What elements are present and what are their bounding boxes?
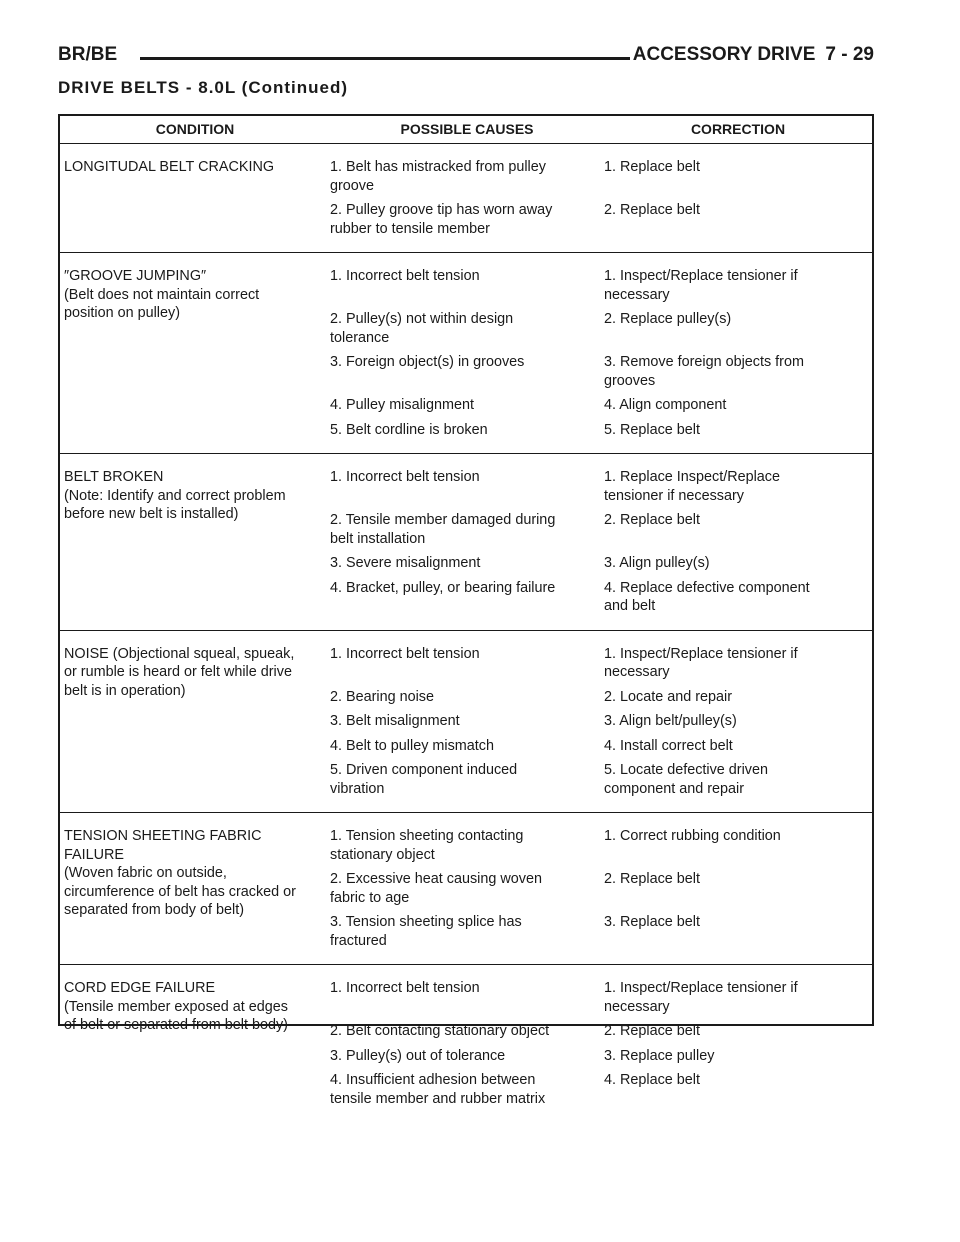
cause-correction-row (330, 645, 872, 682)
correction-cell (604, 579, 872, 616)
condition-text: (Tensile member exposed at edges (64, 998, 288, 1015)
cause-cell (330, 1047, 604, 1066)
cause-text: 1. Tension sheeting contacting (330, 828, 524, 844)
correction-text: 2. Replace belt (604, 202, 700, 218)
cause-text: fabric to age (330, 889, 410, 906)
cause-cell (330, 1022, 604, 1041)
page-title: DRIVE BELTS - 8.0L (Continued) (58, 78, 349, 97)
cause-cell (330, 396, 604, 415)
condition-text: TENSION SHEETING FABRIC (64, 828, 262, 844)
condition-text: CORD EDGE FAILURE (64, 980, 216, 996)
cause-text: 3. Severe misalignment (330, 555, 481, 571)
cause-correction-row (330, 353, 872, 390)
cause-text: vibration (330, 780, 385, 797)
cause-text: 5. Belt cordline is broken (330, 421, 488, 438)
correction-text: 3. Replace belt (604, 914, 700, 930)
condition-group (60, 964, 872, 1122)
cause-text: 2. Excessive heat causing woven (330, 871, 542, 887)
cause-cell (330, 201, 604, 238)
correction-text: 2. Replace pulley(s) (604, 311, 732, 327)
correction-text: and belt (604, 598, 656, 614)
header-model: BR/BE (58, 44, 118, 65)
correction-cell (604, 645, 872, 682)
condition-text: or rumble is heard or felt while drive (64, 664, 292, 680)
correction-text: tensioner if necessary (604, 487, 744, 504)
cause-text: 4. Bracket, pulley, or bearing failure (330, 579, 556, 596)
cause-correction-row (330, 979, 872, 1016)
correction-cell (604, 310, 872, 347)
cause-text: 1. Incorrect belt tension (330, 268, 480, 284)
correction-text: component and repair (604, 780, 744, 797)
cause-correction-row (330, 267, 872, 304)
cause-cell (330, 554, 604, 573)
condition-text: BELT BROKEN (64, 469, 164, 485)
column-header-correction: CORRECTION (690, 121, 786, 138)
correction-text: 4. Replace belt (604, 1072, 700, 1088)
condition-group (60, 143, 872, 252)
cause-text: tensile member and rubber matrix (330, 1090, 546, 1107)
cause-text: 2. Belt contacting stationary object (330, 1023, 550, 1039)
cause-text: 1. Incorrect belt tension (330, 469, 480, 485)
cause-text: 2. Bearing noise (330, 688, 435, 705)
column-header-causes: POSSIBLE CAUSES (400, 121, 534, 138)
correction-text: 4. Install correct belt (604, 737, 733, 754)
cause-text: 4. Belt to pulley mismatch (330, 737, 494, 754)
correction-cell (604, 761, 872, 798)
cause-cell (330, 712, 604, 731)
cause-correction-row (330, 712, 872, 731)
condition-text: (Woven fabric on outside, (64, 865, 227, 881)
condition-group (60, 812, 872, 964)
correction-text: 2. Replace belt (604, 512, 700, 528)
correction-text: necessary (604, 998, 670, 1015)
cause-text: 2. Pulley groove tip has worn away (330, 202, 553, 218)
cause-text: 1. Belt has mistracked from pulley (330, 159, 546, 175)
cause-text: 3. Foreign object(s) in grooves (330, 354, 525, 370)
correction-text: 3. Align pulley(s) (604, 555, 710, 571)
cause-correction-row (330, 554, 872, 573)
correction-cell (604, 1071, 872, 1108)
cause-text: 4. Pulley misalignment (330, 397, 474, 413)
cause-correction-row (330, 511, 872, 548)
condition-group (60, 252, 872, 453)
cause-text: stationary object (330, 846, 435, 863)
cause-text: rubber to tensile member (330, 220, 490, 237)
correction-text: 1. Replace Inspect/Replace (604, 469, 780, 485)
correction-text: 3. Remove foreign objects from (604, 354, 804, 370)
cause-correction-row (330, 421, 872, 440)
cause-correction-row (330, 737, 872, 756)
table-header-row (60, 116, 872, 143)
correction-text: necessary (604, 664, 670, 680)
condition-text: separated from body of belt) (64, 902, 244, 918)
correction-text: necessary (604, 286, 670, 303)
cause-cell (330, 267, 604, 304)
cause-correction-row (330, 1047, 872, 1066)
cause-text: tolerance (330, 329, 390, 346)
cause-correction-row (330, 761, 872, 798)
correction-text: 1. Inspect/Replace tensioner if (604, 980, 798, 996)
cause-text: 1. Incorrect belt tension (330, 645, 480, 662)
cause-cell (330, 1071, 604, 1108)
cause-correction-row (330, 310, 872, 347)
cause-cell (330, 645, 604, 682)
cause-correction-row (330, 579, 872, 616)
cause-correction-row (330, 688, 872, 707)
condition-text: belt is in operation) (64, 682, 186, 699)
correction-cell (604, 353, 872, 390)
correction-cell (604, 511, 872, 548)
cause-cell (330, 310, 604, 347)
cause-cell (330, 511, 604, 548)
cause-cell (330, 979, 604, 1016)
cause-correction-row (330, 201, 872, 238)
cause-correction-row (330, 913, 872, 950)
cause-text: groove (330, 177, 375, 194)
correction-text: 4. Replace defective component (604, 579, 810, 596)
cause-text: 2. Tensile member damaged during (330, 512, 556, 528)
cause-cell (330, 761, 604, 798)
column-header-condition: CONDITION (155, 121, 235, 138)
correction-text: grooves (604, 372, 656, 389)
correction-cell (604, 554, 872, 573)
condition-text: of belt or separated from belt body) (64, 1017, 288, 1033)
correction-cell (604, 737, 872, 756)
cause-cell (330, 579, 604, 616)
cause-text: 3. Pulley(s) out of tolerance (330, 1047, 506, 1064)
condition-cell (60, 645, 330, 805)
cause-cell (330, 421, 604, 440)
diagnosis-table (58, 114, 874, 1107)
cause-correction-row (330, 827, 872, 864)
cause-text: 2. Pulley(s) not within design (330, 311, 514, 327)
cause-text: belt installation (330, 530, 426, 547)
cause-text: fractured (330, 932, 387, 949)
condition-group (60, 630, 872, 813)
cause-correction-row (330, 1071, 872, 1108)
correction-text: 1. Replace belt (604, 159, 700, 175)
correction-cell (604, 1047, 872, 1066)
correction-cell (604, 201, 872, 238)
correction-cell (604, 688, 872, 707)
header-right (633, 44, 874, 66)
condition-text: ″GROOVE JUMPING″ (64, 268, 207, 284)
correction-cell (604, 913, 872, 950)
condition-cell (60, 267, 330, 445)
correction-cell (604, 979, 872, 1016)
cause-correction-row (330, 870, 872, 907)
header-page-number: 7 - 29 (825, 44, 874, 65)
condition-text: FAILURE (64, 846, 124, 863)
condition-cell (60, 158, 330, 244)
correction-cell (604, 158, 872, 195)
condition-text: circumference of belt has cracked or (64, 883, 296, 900)
correction-text: 2. Replace belt (604, 871, 700, 887)
condition-text: (Belt does not maintain correct (64, 286, 260, 303)
correction-cell (604, 827, 872, 864)
condition-text: LONGITUDAL BELT CRACKING (64, 159, 275, 175)
header-rule (140, 57, 630, 60)
correction-text: 5. Replace belt (604, 421, 700, 438)
correction-text: 2. Locate and repair (604, 688, 733, 705)
condition-group (60, 453, 872, 630)
cause-text: 4. Insufficient adhesion between (330, 1072, 536, 1088)
correction-text: 1. Correct rubbing condition (604, 828, 781, 844)
cause-correction-row (330, 158, 872, 195)
cause-cell (330, 353, 604, 390)
condition-text: position on pulley) (64, 305, 180, 321)
cause-cell (330, 737, 604, 756)
condition-cell (60, 827, 330, 956)
header-section: ACCESSORY DRIVE (632, 44, 816, 65)
correction-cell (604, 396, 872, 415)
condition-text: before new belt is installed) (64, 506, 239, 522)
cause-correction-row (330, 396, 872, 415)
cause-correction-row (330, 1022, 872, 1041)
correction-cell (604, 870, 872, 907)
table-body (60, 143, 872, 1122)
cause-text: 5. Driven component induced (330, 762, 518, 778)
correction-text: 1. Inspect/Replace tensioner if (604, 645, 798, 662)
cause-cell (330, 870, 604, 907)
correction-cell (604, 1022, 872, 1041)
cause-cell (330, 913, 604, 950)
correction-cell (604, 267, 872, 304)
cause-cell (330, 827, 604, 864)
condition-cell (60, 468, 330, 622)
condition-text: (Note: Identify and correct problem (64, 487, 286, 504)
correction-text: 2. Replace belt (604, 1023, 700, 1039)
correction-cell (604, 468, 872, 505)
correction-text: 5. Locate defective driven (604, 762, 768, 778)
correction-text: 1. Inspect/Replace tensioner if (604, 268, 798, 284)
correction-cell (604, 712, 872, 731)
condition-text: NOISE (Objectional squeal, spueak, (64, 645, 295, 662)
cause-text: 3. Belt misalignment (330, 713, 460, 729)
condition-cell (60, 979, 330, 1114)
cause-correction-row (330, 468, 872, 505)
cause-cell (330, 688, 604, 707)
cause-text: 3. Tension sheeting splice has (330, 914, 522, 930)
correction-text: 3. Replace pulley (604, 1047, 715, 1064)
correction-cell (604, 421, 872, 440)
correction-text: 3. Align belt/pulley(s) (604, 713, 737, 729)
cause-cell (330, 468, 604, 505)
cause-cell (330, 158, 604, 195)
correction-text: 4. Align component (604, 397, 727, 413)
cause-text: 1. Incorrect belt tension (330, 980, 480, 996)
